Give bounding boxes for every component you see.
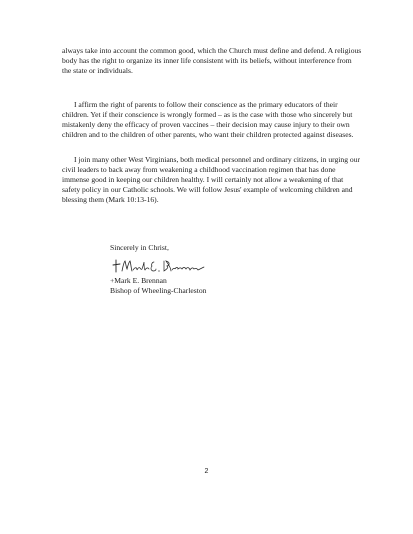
handwritten-signature: [112, 256, 212, 276]
page-number: 2: [204, 468, 209, 475]
signer-title: Bishop of Wheeling-Charleston: [110, 286, 207, 295]
closing-salutation: Sincerely in Christ,: [110, 243, 169, 252]
paragraph-parents-conscience: I affirm the right of parents to follow their conscience as the primary educators of their children. Yet if their conscience is wrongly formed – as is the case with those who sincerely but mistakenly deny the efficacy of proven vaccines – their decision may cause injury to their own children and to the children of other parents, who want their children protected against diseases.: [62, 100, 354, 139]
paragraph-common-good: always take into account the common good, which the Church must define and defend. A religious body has the right to organize its inner life consistent with its beliefs, without interference from the state or individuals.: [62, 46, 362, 75]
paragraph-vaccination-policy: I join many other West Virginians, both medical personnel and ordinary citizens, in urging our civil leaders to back away from weakening a childhood vaccination regimen that has done immense good in keeping our children healthy. I will certainly not allow a weakening of that safety policy in our Catholic schools. We will follow Jesus' example of welcoming children and blessing them (Mark 10:13-16).: [62, 155, 361, 204]
signer-name: +Mark E. Brennan: [110, 276, 167, 285]
